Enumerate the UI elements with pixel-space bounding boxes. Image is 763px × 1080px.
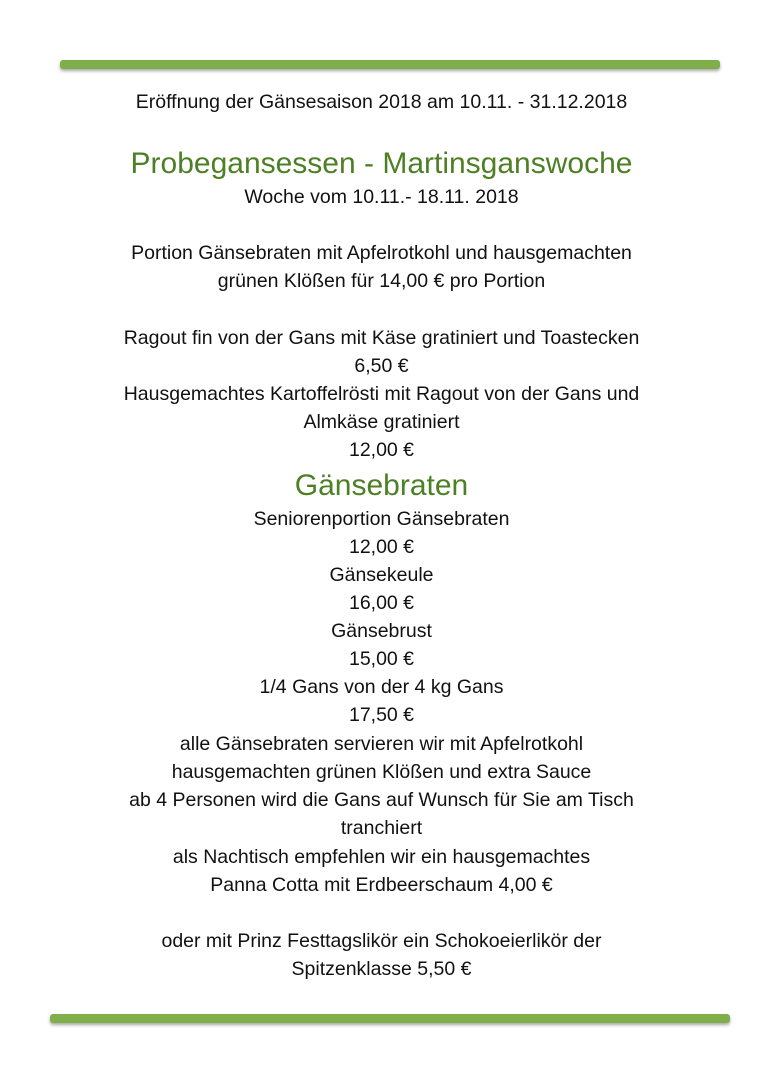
item-name-brust: Gänsebrust [331, 620, 432, 642]
liqueur-line-1: oder mit Prinz Festtagslikör ein Schokoeierlikör der [161, 930, 602, 952]
note-line: alle Gänsebraten servieren wir mit Apfelrotkohl [179, 733, 584, 755]
bottom-divider [50, 1014, 730, 1023]
roesti-line-2: Almkäse gratiniert [303, 411, 460, 433]
ragout-line: Ragout fin von der Gans mit Käse gratiniert und Toastecken [123, 327, 640, 349]
probe-heading: Probegansessen - Martinsganswoche [130, 147, 633, 180]
item-price-keule: 16,00 € [348, 592, 415, 614]
dessert-line: Panna Cotta mit Erdbeerschaum 4,00 € [210, 874, 553, 896]
item-name-keule: Gänsekeule [329, 564, 434, 586]
intro-line: Eröffnung der Gänsesaison 2018 am 10.11. - 31.12.2018 [135, 91, 628, 113]
roesti-line-1: Hausgemachtes Kartoffelrösti mit Ragout von der Gans und [123, 383, 640, 405]
gaensebraten-heading: Gänsebraten [294, 469, 469, 502]
top-divider [60, 60, 720, 69]
portion-line-1: Portion Gänsebraten mit Apfelrotkohl und hausgemachten [131, 242, 632, 264]
note-line: hausgemachten grünen Klößen und extra Sauce [171, 761, 592, 783]
item-price-brust: 15,00 € [348, 648, 415, 670]
roesti-price: 12,00 € [348, 439, 415, 461]
portion-line-2: grünen Klößen für 14,00 € pro Portion [217, 270, 546, 292]
probe-week: Woche vom 10.11.- 18.11. 2018 [244, 186, 519, 208]
item-name-senioren: Seniorenportion Gänsebraten [253, 508, 510, 530]
item-name-viertel-gans: 1/4 Gans von der 4 kg Gans [259, 676, 504, 698]
note-line: ab 4 Personen wird die Gans auf Wunsch für Sie am Tisch [129, 789, 634, 811]
item-price-senioren: 12,00 € [348, 536, 415, 558]
liqueur-line-2: Spitzenklasse 5,50 € [291, 958, 472, 980]
item-price-viertel-gans: 17,50 € [348, 704, 415, 726]
note-line: tranchiert [340, 817, 423, 839]
note-line: als Nachtisch empfehlen wir ein hausgemachtes [172, 846, 591, 868]
ragout-price: 6,50 € [354, 355, 409, 377]
